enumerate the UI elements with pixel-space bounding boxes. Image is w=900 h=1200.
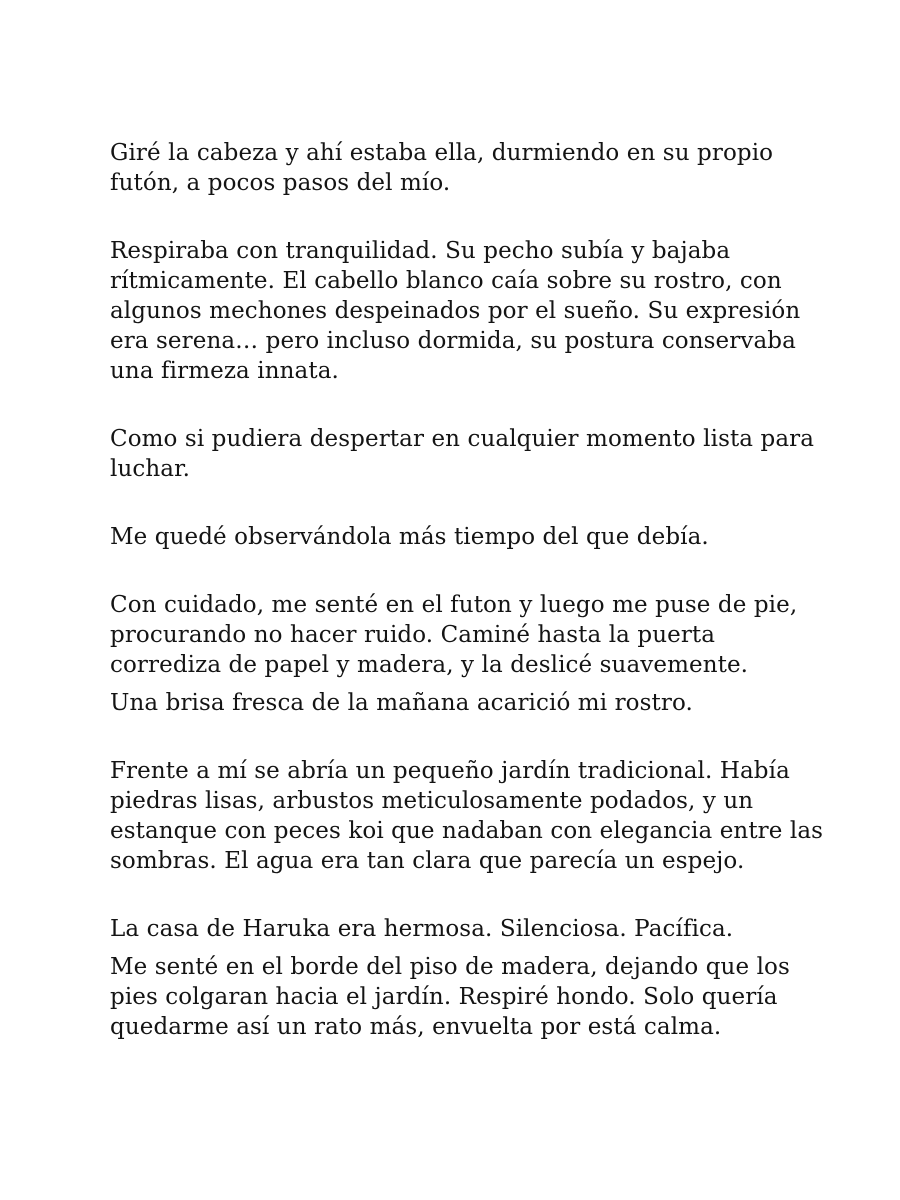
- text-line: Me senté en el borde del piso de madera, dejando que los: [110, 954, 790, 980]
- paragraph-7: [110, 756, 824, 876]
- text-line: La casa de Haruka era hermosa. Silenciosa. Pacífica.: [110, 916, 734, 942]
- paragraph-8: [110, 914, 800, 944]
- text-line: piedras lisas, arbustos meticulosamente podados, y un: [110, 788, 754, 814]
- paragraph-9: [110, 952, 800, 1042]
- paragraph-5: [110, 590, 800, 680]
- text-line: algunos mechones despeinados por el sueño. Su expresión: [110, 298, 801, 324]
- text-line: corrediza de papel y madera, y la deslicé suavemente.: [110, 652, 749, 678]
- text-line: luchar.: [110, 456, 191, 482]
- paragraph-2: [110, 236, 800, 386]
- text-line: rítmicamente. El cabello blanco caía sobre su rostro, con: [110, 268, 782, 294]
- text-line: sombras. El agua era tan clara que parecía un espejo.: [110, 848, 745, 874]
- text-line: una firmeza innata.: [110, 358, 339, 384]
- text-line: era serena… pero incluso dormida, su postura conservaba: [110, 328, 796, 354]
- text-line: Me quedé observándola más tiempo del que debía.: [110, 524, 709, 550]
- text-line: procurando no hacer ruido. Caminé hasta la puerta: [110, 622, 716, 648]
- text-line: futón, a pocos pasos del mío.: [110, 170, 451, 196]
- text-line: Respiraba con tranquilidad. Su pecho subía y bajaba: [110, 238, 731, 264]
- text-line: Como si pudiera despertar en cualquier momento lista para: [110, 426, 815, 452]
- text-line: pies colgaran hacia el jardín. Respiré hondo. Solo quería: [110, 984, 778, 1010]
- paragraph-4: [110, 522, 800, 552]
- text-line: Frente a mí se abría un pequeño jardín tradicional. Había: [110, 758, 790, 784]
- paragraph-3: [110, 424, 815, 484]
- text-line: Giré la cabeza y ahí estaba ella, durmiendo en su propio: [110, 140, 774, 166]
- text-line: Una brisa fresca de la mañana acarició mi rostro.: [110, 690, 693, 716]
- text-line: estanque con peces koi que nadaban con elegancia entre las: [110, 818, 824, 844]
- document-page: [110, 138, 824, 1042]
- paragraph-6: [110, 688, 800, 718]
- text-line: quedarme así un rato más, envuelta por está calma.: [110, 1014, 722, 1040]
- text-line: Con cuidado, me senté en el futon y luego me puse de pie,: [110, 592, 798, 618]
- paragraph-1: [110, 138, 800, 198]
